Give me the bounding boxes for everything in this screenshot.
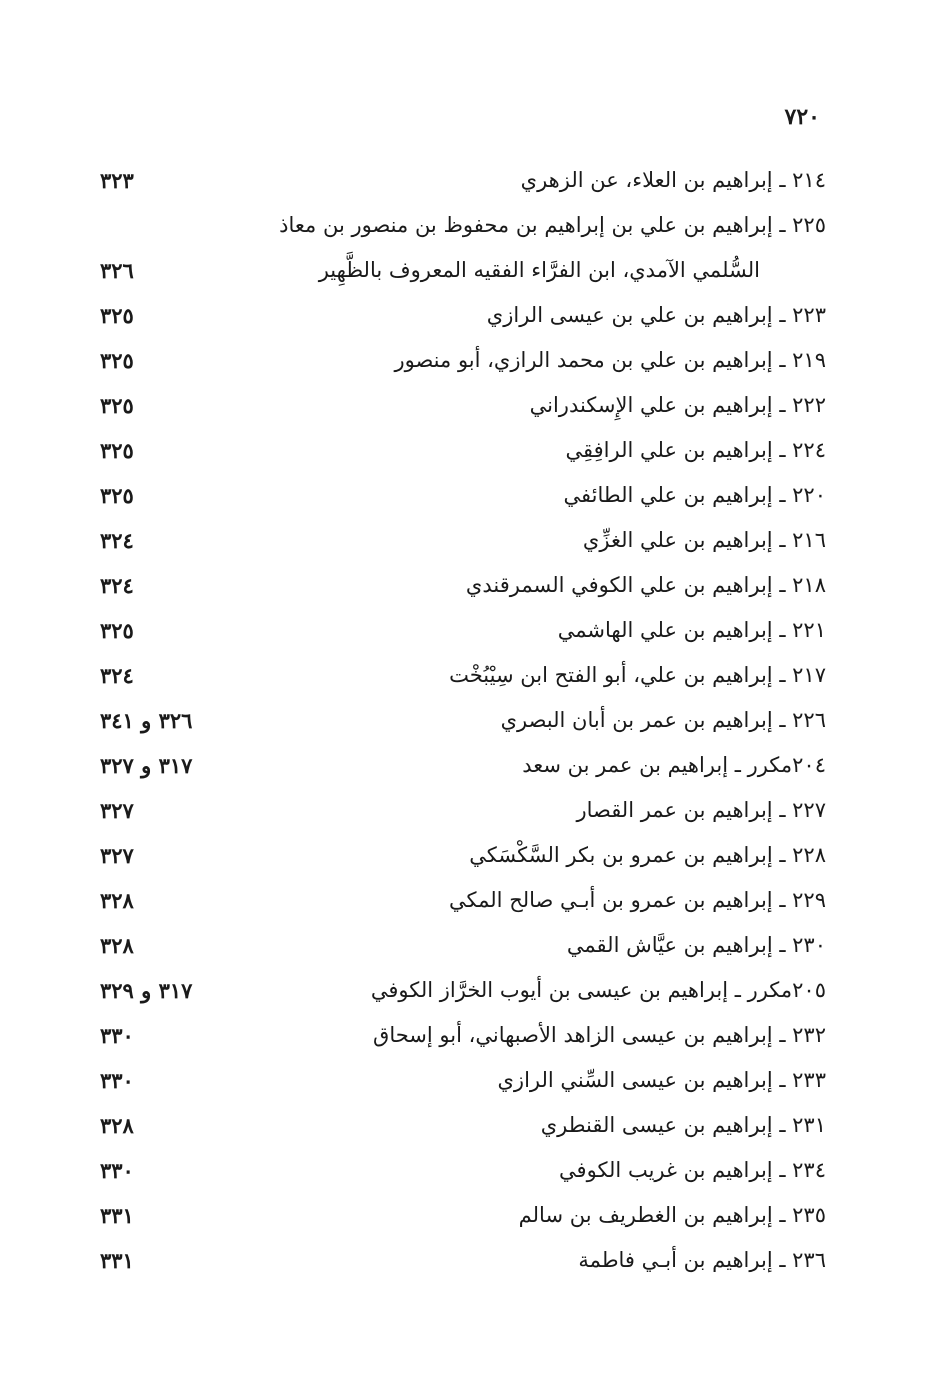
index-entry <box>0 518 936 563</box>
index-entry <box>0 158 936 203</box>
entry-page-ref: ٣٢٨ <box>100 1113 134 1138</box>
entry-page-ref: ٣٢٤ <box>100 573 134 598</box>
entry-page-ref: ٣٢٦ <box>100 258 134 283</box>
entry-text: ٢٠٤مكرر ـ إبراهيم بن عمر بن سعد <box>522 753 826 777</box>
entry-page-ref: ٣١٧ و ٣٢٩ <box>100 978 193 1003</box>
index-entry <box>0 203 936 248</box>
entry-page-ref: ٣٢٤ <box>100 528 134 553</box>
index-entry <box>0 1148 936 1193</box>
index-entry <box>0 1193 936 1238</box>
entry-text: ٢٣٥ ـ إبراهيم بن الغطريف بن سالم <box>518 1203 826 1227</box>
index-entry <box>0 788 936 833</box>
entry-text: ٢٢٤ ـ إبراهيم بن علي الرافِقِي <box>565 438 826 462</box>
entry-text: ٢٣٠ ـ إبراهيم بن عيَّاش القمي <box>566 933 826 957</box>
index-entry <box>0 1103 936 1148</box>
entry-page-ref: ٣٢٨ <box>100 888 134 913</box>
entry-text: ٢٣١ ـ إبراهيم بن عيسى القنطري <box>540 1113 826 1137</box>
entry-text: ٢٢٠ ـ إبراهيم بن علي الطائفي <box>563 483 826 507</box>
entry-page-ref: ٣٢٥ <box>100 618 134 643</box>
index-entry <box>0 1058 936 1103</box>
index-entry <box>0 608 936 653</box>
entry-text: ٢٢٧ ـ إبراهيم بن عمر القصار <box>576 798 826 822</box>
entry-page-ref: ٣٣٠ <box>100 1068 134 1093</box>
index-entry <box>0 1013 936 1058</box>
entry-page-ref: ٣١٧ و ٣٢٧ <box>100 753 193 778</box>
entry-text: ٢٢٥ ـ إبراهيم بن علي بن إبراهيم بن محفوظ بن منصور بن معاذ <box>279 213 826 237</box>
entry-text: ٢٢٨ ـ إبراهيم بن عمرو بن بكر السَّكْسَكي <box>469 843 826 867</box>
entry-page-ref: ٣٢٥ <box>100 348 134 373</box>
entry-page-ref: ٣٢٥ <box>100 483 134 508</box>
entry-page-ref: ٣٣٠ <box>100 1023 134 1048</box>
entry-text: ٢٠٥مكرر ـ إبراهيم بن عيسى بن أيوب الخرَّاز الكوفي <box>370 978 826 1002</box>
entry-text: ٢٣٦ ـ إبراهيم بن أبـي فاطمة <box>578 1248 826 1272</box>
entry-text: ٢٢٣ ـ إبراهيم بن علي بن عيسى الرازي <box>486 303 826 327</box>
entry-text: ٢١٤ ـ إبراهيم بن العلاء، عن الزهري <box>520 168 826 192</box>
entry-text: ٢٢٦ ـ إبراهيم بن عمر بن أبان البصري <box>500 708 826 732</box>
entry-page-ref: ٣٢٥ <box>100 393 134 418</box>
index-entry <box>0 473 936 518</box>
entry-text: ٢١٦ ـ إبراهيم بن علي الغزِّي <box>582 528 826 552</box>
index-entry <box>0 653 936 698</box>
entry-page-ref: ٣٣٠ <box>100 1158 134 1183</box>
entry-text: ٢١٧ ـ إبراهيم بن علي، أبو الفتح ابن سِيْبُخْت <box>449 663 826 687</box>
index-list <box>0 158 936 1283</box>
index-entry <box>0 833 936 878</box>
entry-text: ٢١٩ ـ إبراهيم بن علي بن محمد الرازي، أبو منصور <box>394 348 826 372</box>
index-entry <box>0 1238 936 1283</box>
index-entry <box>0 923 936 968</box>
index-entry <box>0 698 936 743</box>
entry-page-ref: ٣٢٧ <box>100 843 134 868</box>
entry-page-ref: ٣٢٥ <box>100 438 134 463</box>
index-entry-continuation <box>0 248 936 293</box>
entry-page-ref: ٣٣١ <box>100 1248 134 1273</box>
entry-page-ref: ٣٢٥ <box>100 303 134 328</box>
entry-text: ٢٣٤ ـ إبراهيم بن غريب الكوفي <box>559 1158 826 1182</box>
index-entry <box>0 968 936 1013</box>
entry-page-ref: ٣٢٧ <box>100 798 134 823</box>
index-entry <box>0 563 936 608</box>
index-entry <box>0 293 936 338</box>
index-entry <box>0 383 936 428</box>
entry-page-ref: ٣٢٨ <box>100 933 134 958</box>
entry-page-ref: ٣٢٣ <box>100 168 134 193</box>
entry-text: ٢٣٢ ـ إبراهيم بن عيسى الزاهد الأصبهاني، أبو إسحاق <box>373 1023 826 1047</box>
entry-text: ٢٢١ ـ إبراهيم بن علي الهاشمي <box>557 618 826 642</box>
entry-text: ٢٢٩ ـ إبراهيم بن عمرو بن أبـي صالح المكي <box>449 888 826 912</box>
entry-text: ٢٢٢ ـ إبراهيم بن علي الإِسكندراني <box>529 393 826 417</box>
entry-text: ٢٣٣ ـ إبراهيم بن عيسى السِّني الرازي <box>497 1068 826 1092</box>
index-entry <box>0 338 936 383</box>
index-entry <box>0 743 936 788</box>
entry-text: ٢١٨ ـ إبراهيم بن علي الكوفي السمرقندي <box>465 573 826 597</box>
page-number: ٧٢٠ <box>784 104 820 130</box>
entry-page-ref: ٣٢٤ <box>100 663 134 688</box>
entry-text: السُّلمي الآمدي، ابن الفرَّاء الفقيه المعروف بالظَّهِير <box>318 258 760 282</box>
index-entry <box>0 878 936 923</box>
entry-page-ref: ٣٣١ <box>100 1203 134 1228</box>
entry-page-ref: ٣٢٦ و ٣٤١ <box>100 708 193 733</box>
index-entry <box>0 428 936 473</box>
